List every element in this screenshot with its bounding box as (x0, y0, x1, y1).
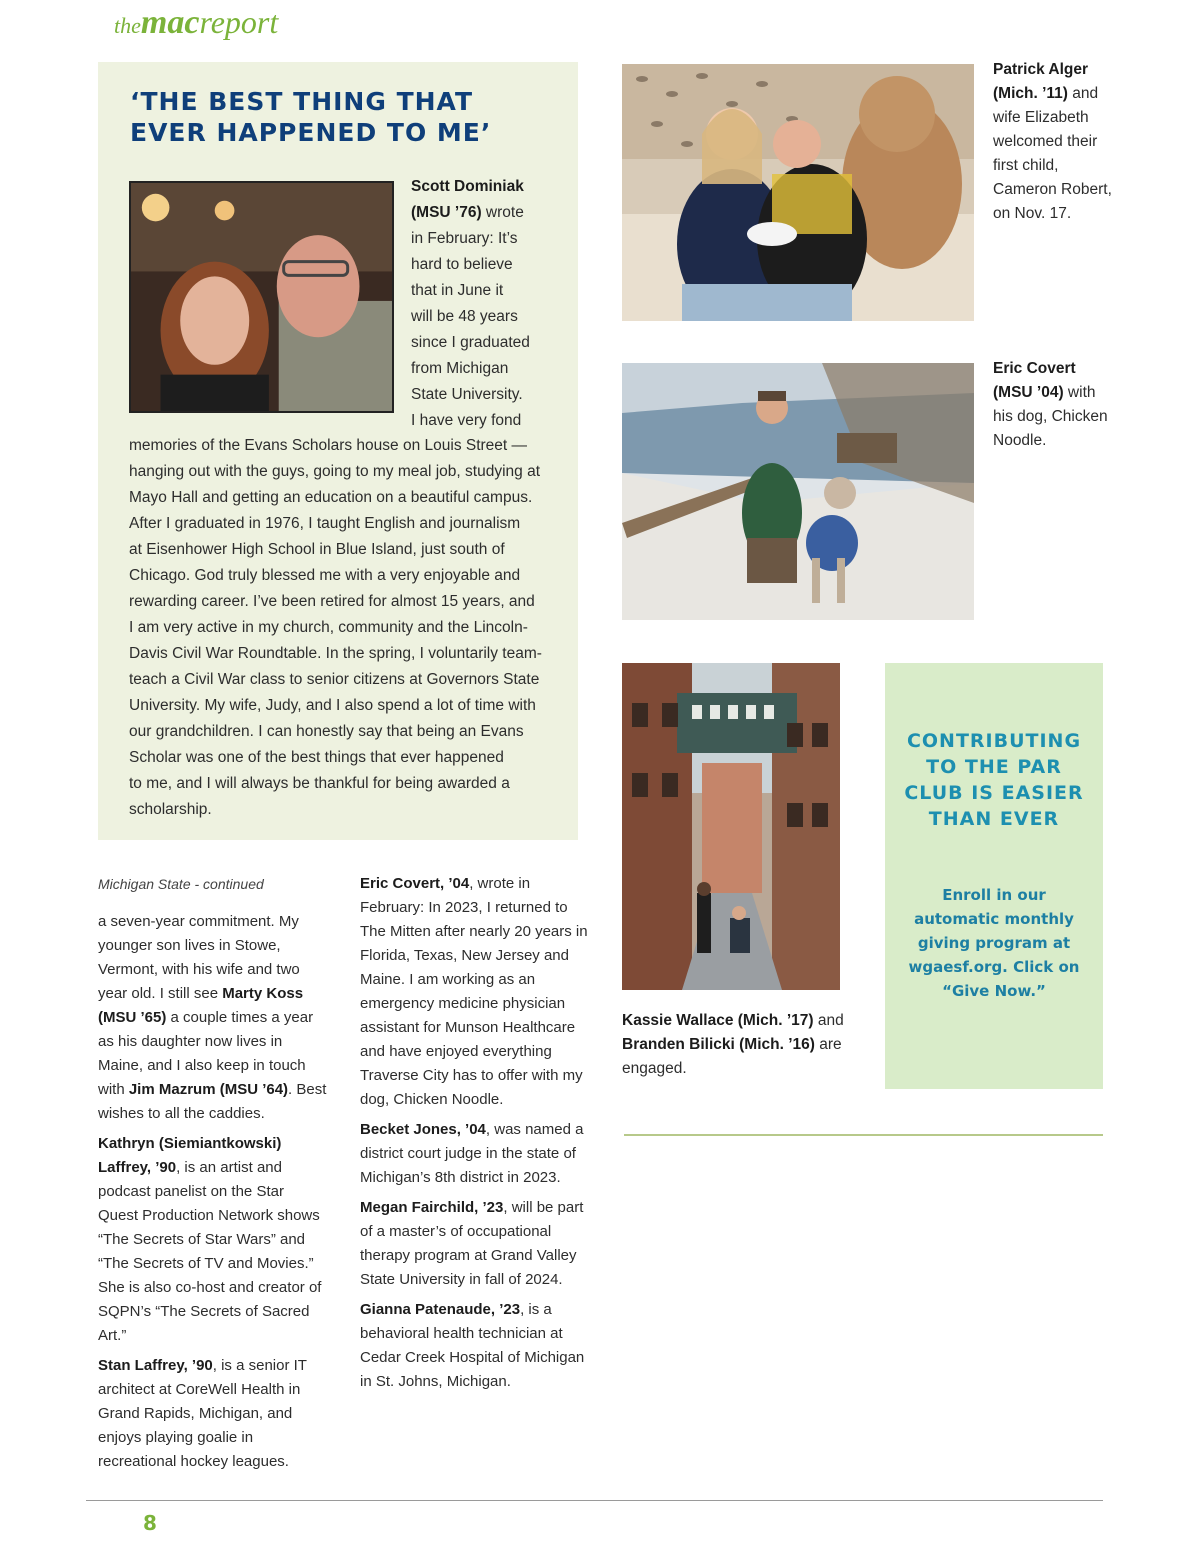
feature-side-line: since I graduated (411, 334, 530, 351)
feature-title-line-1: ‘THE BEST THING THAT (130, 87, 474, 116)
feature-line: at Eisenhower High School in Blue Island, just south of (129, 541, 505, 558)
feature-line: Chicago. God truly blessed me with a very enjoyable and (129, 567, 521, 584)
news-column-1 (98, 872, 328, 1480)
news-column-2 (360, 872, 590, 1400)
feature-line: teach a Civil War class to senior citizens at Governors State (129, 671, 540, 688)
person-name: Kathryn (Siemiantkowski) Laffrey, ’90 (98, 1135, 282, 1176)
caption-name: Patrick Alger (Mich. ’11) (993, 61, 1089, 102)
engagement-photo (622, 663, 840, 990)
feature-line: After I graduated in 1976, I taught English and journalism (129, 515, 521, 532)
alger-caption (993, 58, 1113, 226)
feature-line: Davis Civil War Roundtable. In the spring, I voluntarily team- (129, 645, 542, 662)
covert-caption (993, 357, 1113, 453)
feature-line: Scholar was one of the best things that ever happened (129, 749, 504, 766)
caption-text: and (813, 1012, 844, 1029)
caption-text: and wife Elizabeth welcomed their first child, Cameron Robert, on Nov. 17. (993, 85, 1112, 222)
feature-line: rewarding career. I’ve been retired for almost 15 years, and (129, 593, 535, 610)
news-item (360, 872, 590, 1112)
feature-full-text (129, 433, 574, 823)
person-name: Megan Fairchild, ’23 (360, 1199, 504, 1216)
feature-line: I am very active in my church, community and the Lincoln- (129, 619, 528, 636)
news-text: a seven-year commitment. My younger son lives in Stowe, Vermont, with his wife and two year old. I still see (98, 913, 300, 1002)
feature-side-line: wrote (481, 204, 524, 221)
caption-name: Branden Bilicki (Mich. ’16) (622, 1036, 815, 1053)
masthead-report: report (199, 4, 279, 40)
person-name: Jim Mazrum (MSU ’64) (128, 1081, 289, 1098)
person-name: Marty Koss (MSU ’65) (98, 985, 304, 1026)
feature-side-line: State University. (411, 386, 523, 403)
wallace-caption (622, 1009, 852, 1081)
feature-author-line (411, 174, 571, 200)
news-text: , is a senior IT architect at CoreWell Health in Grand Rapids, Michigan, and enjoys playing goalie in recreational hockey leagues. (98, 1357, 307, 1470)
dominiak-couple-photo (129, 181, 394, 413)
news-text: , wrote in February: In 2023, I returned to The Mitten after nearly 20 years in Florida, Texas, New Jersey and Maine. I am working as an emergency medicine physician assistant for Munson Healthcare and have enjoyed everything Traverse City has to offer with my dog, Chicken Noodle. (360, 875, 588, 1108)
footer-divider (86, 1500, 1103, 1501)
news-item (98, 1354, 328, 1474)
feature-side-line: from Michigan (411, 360, 509, 377)
news-item (360, 1196, 590, 1292)
caption-text: with his dog, Chicken Noodle. (993, 384, 1108, 449)
feature-author-affil: (MSU ’76) (411, 204, 482, 221)
feature-line: scholarship. (129, 801, 212, 818)
continued-label: Michigan State - continued (98, 876, 264, 892)
feature-title (130, 86, 570, 148)
feature-side-line: will be 48 years (411, 308, 518, 325)
feature-side-line: hard to believe (411, 256, 513, 273)
page-number: 8 (143, 1511, 157, 1535)
news-text: , is an artist and podcast panelist on the Star Quest Production Network shows “The Secrets of Star Wars” and “The Secrets of TV and Movies.” She is also co-host and creator of SQPN’s “The Secrets of Sacred Art.” (98, 1159, 322, 1344)
news-text: , will be part of a master’s of occupational therapy program at Grand Valley State University in fall of 2024. (360, 1199, 584, 1288)
person-name: Stan Laffrey, ’90 (98, 1357, 213, 1374)
feature-side-text (411, 174, 571, 434)
masthead-logo (114, 4, 278, 48)
par-club-box (885, 663, 1103, 1089)
feature-line: hanging out with the guys, going to my meal job, studying at (129, 463, 540, 480)
caption-name: Eric Covert (MSU ’04) (993, 360, 1076, 401)
news-item (98, 910, 328, 1126)
news-item (98, 1132, 328, 1348)
caption-text: are engaged. (622, 1036, 842, 1077)
person-name: Becket Jones, ’04 (360, 1121, 486, 1138)
feature-affil-line (411, 200, 571, 226)
feature-line: to me, and I will always be thankful for being awarded a (129, 775, 510, 792)
caption-name: Kassie Wallace (Mich. ’17) (622, 1012, 814, 1029)
masthead-mac: mac (140, 4, 200, 41)
news-text: . Best wishes to all the caddies. (98, 1081, 327, 1122)
par-club-title: CONTRIBUTING TO THE PAR CLUB IS EASIER THAN EVER (904, 730, 1084, 830)
covert-dog-photo (622, 363, 974, 620)
news-text: a couple times a year as his daughter now lives in Maine, and I also keep in touch with (98, 1009, 314, 1098)
news-item (360, 1118, 590, 1190)
feature-author-name: Scott Dominiak (411, 178, 524, 195)
section-divider (624, 1134, 1103, 1136)
news-item (360, 1298, 590, 1394)
feature-side-line: in February: It’s (411, 230, 518, 247)
feature-title-line-2: EVER HAPPENED TO ME’ (130, 118, 492, 147)
feature-line: University. My wife, Judy, and I also spend a lot of time with (129, 697, 536, 714)
masthead-the: the (114, 13, 141, 38)
feature-line: our grandchildren. I can honestly say that being an Evans (129, 723, 524, 740)
feature-side-line: that in June it (411, 282, 504, 299)
news-text: , was named a district court judge in the state of Michigan’s 8th district in 2023. (360, 1121, 584, 1186)
news-text: , is a behavioral health technician at Cedar Creek Hospital of Michigan in St. Johns, Michigan. (360, 1301, 585, 1390)
feature-line: memories of the Evans Scholars house on Louis Street — (129, 437, 528, 454)
feature-line: Mayo Hall and getting an education on a beautiful campus. (129, 489, 533, 506)
person-name: Eric Covert, ’04 (360, 875, 470, 892)
person-name: Gianna Patenaude, ’23 (360, 1301, 521, 1318)
alger-family-photo (622, 64, 974, 321)
feature-side-line: I have very fond (411, 412, 522, 429)
par-club-text: Enroll in our automatic monthly giving program at wgaesf.org. Click on “Give Now.” (908, 886, 1080, 1000)
